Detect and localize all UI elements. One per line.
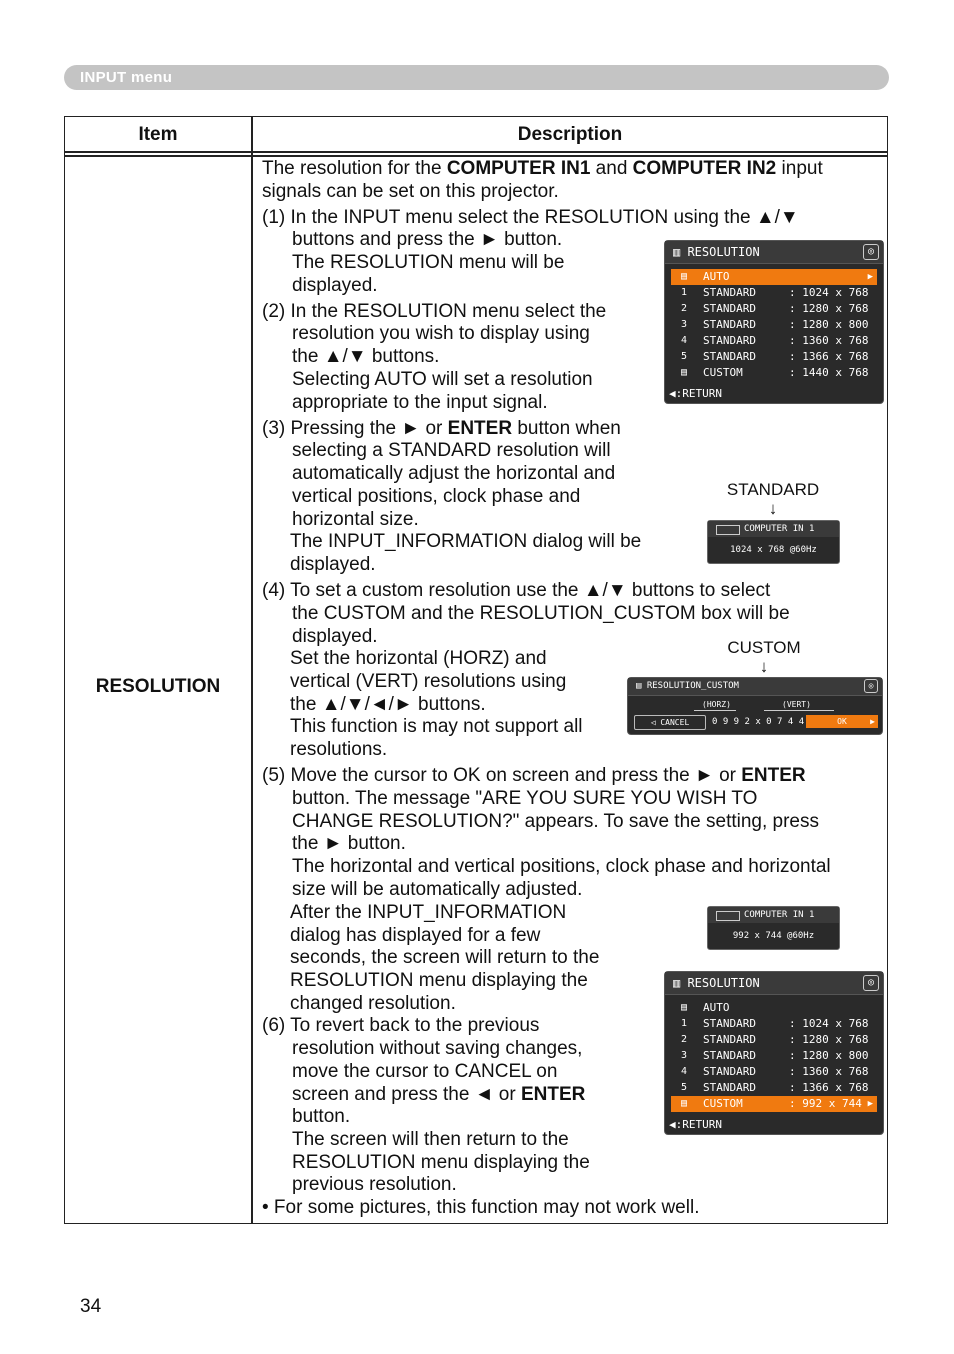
menu-icon: ▥	[673, 245, 688, 259]
step4-line4: Set the horizontal (HORZ) and	[290, 648, 547, 669]
step3-line2: selecting a STANDARD resolution will	[292, 440, 611, 461]
menu-title-bar	[665, 241, 883, 264]
step6-line7: RESOLUTION menu displaying the	[292, 1152, 590, 1173]
menu-title: RESOLUTION	[687, 976, 760, 990]
section-header-bar	[64, 65, 889, 90]
menu-row-auto: ▤ AUTO	[681, 1001, 730, 1014]
menu-row: 4 STANDARD : 1360 x 768	[681, 1065, 869, 1078]
step4-line5: vertical (VERT) resolutions using	[290, 671, 567, 692]
step6-line1: (6) To revert back to the previous	[262, 1015, 540, 1036]
row-icon: ▤	[681, 1002, 688, 1013]
horz-label: (HORZ)	[702, 700, 731, 709]
step3-line3: automatically adjust the horizontal and	[292, 463, 616, 484]
step5-line2: button. The message "ARE YOU SURE YOU WISH TO	[292, 788, 758, 809]
menu-icon: ▥	[673, 976, 688, 990]
step4-line1: (4) To set a custom resolution use the ▲/▼ buttons to select	[262, 580, 771, 601]
row-icon: ▤	[681, 271, 688, 282]
step4-line3: displayed.	[292, 626, 378, 647]
return-icon: ◀	[669, 1118, 676, 1131]
row-icon: ▤	[681, 1098, 688, 1109]
return-icon: ◀	[669, 387, 676, 400]
item-name: RESOLUTION	[95, 676, 221, 697]
return-item: ◀:RETURN	[669, 387, 722, 400]
menu-row-auto: ▤ AUTO ▶	[671, 269, 877, 285]
step6-line3: move the cursor to CANCEL on	[292, 1061, 558, 1082]
step6-line4: screen and press the ◄ or ENTER	[292, 1084, 586, 1105]
caption-custom: CUSTOM	[727, 638, 801, 657]
caption-standard: STANDARD	[726, 480, 820, 499]
step3-line5: horizontal size.	[292, 509, 419, 530]
menu-row-custom: ▤ CUSTOM : 1440 x 768	[681, 366, 869, 379]
dialog-title: COMPUTER IN 1	[744, 910, 815, 920]
right-arrow-icon: ▶	[867, 1099, 873, 1109]
step2-line2: resolution you wish to display using	[292, 323, 590, 344]
menu-row: 5 STANDARD : 1366 x 768	[681, 350, 869, 363]
left-arrow-icon: ◁	[650, 718, 661, 727]
resolution-menu-after	[664, 971, 884, 1135]
menu-row: 3 STANDARD : 1280 x 800	[681, 1049, 869, 1062]
step6-line8: previous resolution.	[292, 1174, 457, 1195]
right-arrow-icon: ▶	[870, 717, 875, 726]
step4-line7: This function is may not support all	[290, 716, 583, 737]
menu-row: 3 STANDARD : 1280 x 800	[681, 318, 869, 331]
input-information-dialog-custom	[707, 906, 840, 950]
step5-line3: CHANGE RESOLUTION?" appears. To save the setting, press	[292, 811, 819, 832]
step2-line3: the ▲/▼ buttons.	[292, 346, 440, 367]
input-information-dialog-standard	[707, 520, 840, 564]
step3-line4: vertical positions, clock phase and	[292, 486, 581, 507]
step1-line2: buttons and press the ► button.	[292, 229, 563, 250]
step5-line1: (5) Move the cursor to OK on screen and press the ► or ENTER	[262, 765, 806, 786]
step6-line5: button.	[292, 1106, 351, 1127]
page-number: 34	[80, 1296, 102, 1317]
vert-label: (VERT)	[782, 700, 811, 709]
step5-line4: the ► button.	[292, 833, 406, 854]
dialog-title: COMPUTER IN 1	[744, 524, 815, 534]
step5-line11: changed resolution.	[290, 993, 456, 1014]
step4-line2: the CUSTOM and the RESOLUTION_CUSTOM box will be	[292, 603, 790, 624]
column-divider	[251, 117, 253, 1223]
intro-line-1: The resolution for the COMPUTER IN1 and COMPUTER IN2 input	[262, 158, 823, 179]
step3-line6: The INPUT_INFORMATION dialog will be	[290, 531, 642, 552]
step5-line10: RESOLUTION menu displaying the	[290, 970, 588, 991]
section-title: INPUT menu	[80, 69, 173, 86]
vert-underline	[764, 710, 834, 711]
monitor-icon	[716, 525, 740, 535]
menu-row: 2 STANDARD : 1280 x 768	[681, 1033, 869, 1046]
step5-line8: dialog has displayed for a few	[290, 925, 541, 946]
settings-icon: ◎	[863, 244, 879, 260]
row-icon: ▤	[681, 367, 688, 378]
caption-standard-arrow: ↓	[768, 499, 778, 518]
menu-row: 4 STANDARD : 1360 x 768	[681, 334, 869, 347]
horz-underline	[694, 710, 736, 711]
step6-line6: The screen will then return to the	[292, 1129, 569, 1150]
step6-line2: resolution without saving changes,	[292, 1038, 583, 1059]
step3-line1: (3) Pressing the ► or ENTER button when	[262, 418, 621, 439]
right-arrow-icon: ▶	[867, 272, 873, 282]
monitor-icon	[716, 911, 740, 921]
step2-line5: appropriate to the input signal.	[292, 392, 548, 413]
dialog-value: 992 x 744 @60Hz	[732, 931, 815, 941]
custom-title-bar	[628, 678, 882, 696]
step5-line9: seconds, the screen will return to the	[290, 947, 600, 968]
settings-icon: ◎	[863, 975, 879, 991]
menu-title: RESOLUTION	[687, 245, 760, 259]
intro-line-2: signals can be set on this projector.	[262, 181, 559, 202]
step4-line8: resolutions.	[290, 739, 388, 760]
menu-row: 1 STANDARD : 1024 x 768	[681, 1017, 869, 1030]
step2-line4: Selecting AUTO will set a resolution	[292, 369, 593, 390]
menu-row: 1 STANDARD : 1024 x 768	[681, 286, 869, 299]
menu-row: 2 STANDARD : 1280 x 768	[681, 302, 869, 315]
return-item: ◀:RETURN	[669, 1118, 722, 1131]
custom-menu-icon: ▤	[636, 681, 647, 691]
ok-button: OK ▶	[806, 715, 878, 728]
step3-line7: displayed.	[290, 554, 376, 575]
note-line: • For some pictures, this function may not work well.	[262, 1197, 700, 1218]
step4-line6: the ▲/▼/◄/► buttons.	[290, 694, 486, 715]
column-header-description: Description	[517, 124, 623, 145]
step5-line7: After the INPUT_INFORMATION	[290, 902, 567, 923]
resolution-custom-box	[627, 677, 883, 735]
resolution-menu-before	[664, 240, 884, 404]
menu-row-custom: ▤ CUSTOM : 992 x 744 ▶	[671, 1096, 877, 1112]
caption-custom-arrow: ↓	[759, 657, 769, 676]
menu-row: 5 STANDARD : 1366 x 768	[681, 1081, 869, 1094]
step1-line4: displayed.	[292, 275, 378, 296]
step1-line1: (1) In the INPUT menu select the RESOLUTION using the ▲/▼	[262, 207, 799, 228]
dialog-value: 1024 x 768 @60Hz	[730, 545, 817, 555]
cancel-button: ◁ CANCEL	[634, 715, 706, 730]
settings-icon: ◎	[864, 679, 878, 693]
menu-title-bar	[665, 972, 883, 995]
custom-digits: 0 9 9 2 x 0 7 4 4	[712, 717, 805, 727]
custom-title: RESOLUTION_CUSTOM	[646, 681, 739, 691]
step1-line3: The RESOLUTION menu will be	[292, 252, 565, 273]
step2-line1: (2) In the RESOLUTION menu select the	[262, 301, 607, 322]
header-rule-top	[65, 151, 887, 153]
column-header-item: Item	[138, 124, 178, 145]
step5-line5: The horizontal and vertical positions, clock phase and horizontal	[292, 856, 831, 877]
step5-line6: size will be automatically adjusted.	[292, 879, 583, 900]
